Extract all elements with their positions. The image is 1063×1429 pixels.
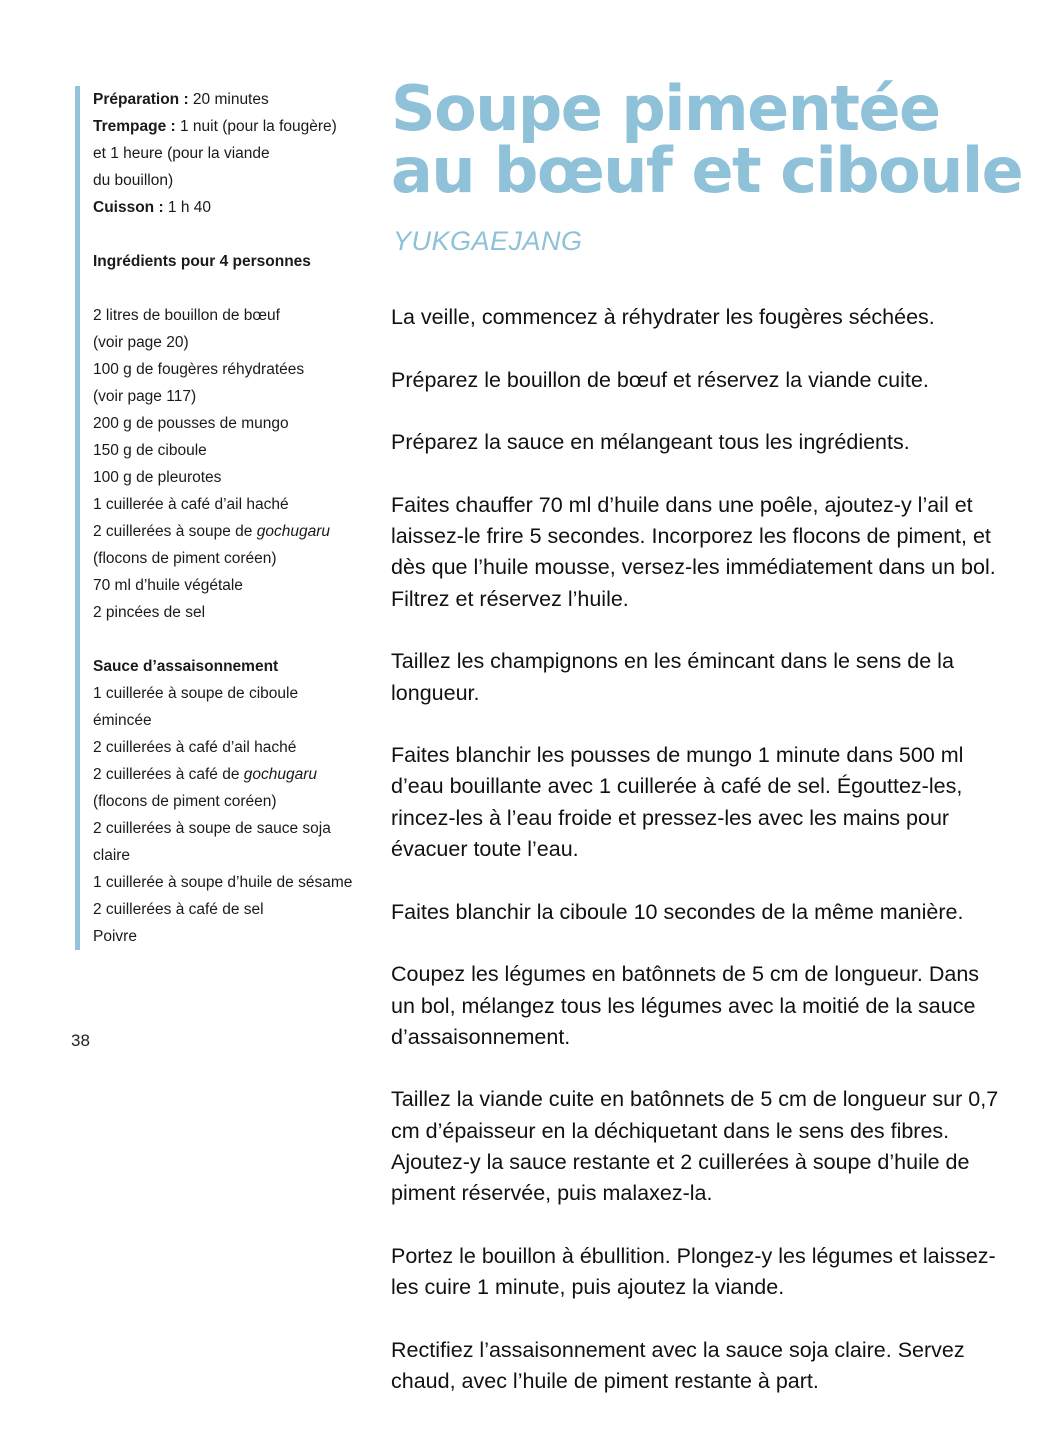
ingredient-item: 2 litres de bouillon de bœuf	[93, 307, 280, 324]
step-paragraph: Coupez les légumes en batônnets de 5 cm de longueur. Dans un bol, mélangez tous les légumes avec la moitié de la sauce d’assaisonnement.	[391, 962, 980, 1049]
sauce-item: 2 cuillerées à soupe de sauce soja	[93, 820, 331, 837]
step-paragraph: Faites chauffer 70 ml d’huile dans une poêle, ajoutez-y l’ail et laissez-le frire 5 secondes. Incorporez les flocons de piment, et dès que l’huile mousse, versez-les immédiatement dans un bol. Filtrez et réservez l’huile.	[391, 492, 996, 611]
sauce-list	[93, 680, 368, 950]
preparation-value: 20 minutes	[188, 91, 269, 108]
soaking-value: 1 nuit (pour la fougère)	[175, 118, 337, 135]
ingredient-item	[93, 518, 368, 545]
accent-bar	[75, 86, 80, 950]
sauce-item: 1 cuillerée à soupe d’huile de sésame	[93, 874, 353, 891]
sauce-item: (flocons de piment coréen)	[93, 793, 277, 810]
recipe-subtitle: YUKGAEJANG	[393, 226, 583, 256]
step-paragraph: Faites blanchir la ciboule 10 secondes de la même manière.	[391, 899, 964, 924]
soaking-time	[93, 113, 368, 140]
title-line-2: au bœuf et ciboule	[391, 134, 1023, 207]
sauce-item: 2 cuillerées à café de sel	[93, 901, 264, 918]
spacer	[93, 221, 368, 248]
step-paragraph: Préparez la sauce en mélangeant tous les ingrédients.	[391, 430, 910, 455]
ingredient-item: 100 g de fougères réhydratées	[93, 361, 305, 378]
ingredient-item: 200 g de pousses de mungo	[93, 415, 289, 432]
sauce-item: 2 cuillerées à café d’ail haché	[93, 739, 297, 756]
ingredient-item: 150 g de ciboule	[93, 442, 207, 459]
page-number: 38	[71, 1031, 90, 1050]
sauce-item: 1 cuillerée à soupe de ciboule	[93, 685, 299, 702]
preparation-label: Préparation :	[93, 91, 189, 108]
sauce-item: Poivre	[93, 928, 137, 945]
ingredient-item: (voir page 117)	[93, 388, 197, 405]
step-paragraph: Faites blanchir les pousses de mungo 1 minute dans 500 ml d’eau bouillante avec 1 cuillerée à café de sel. Égouttez-les, rincez-les à l’eau froide et pressez-les avec les mains pour évacuer toute l’eau.	[391, 743, 964, 862]
title-line-1: Soupe pimentée	[391, 72, 940, 145]
recipe-title	[391, 72, 1023, 207]
sauce-item: claire	[93, 847, 131, 864]
preparation-time	[93, 86, 368, 113]
ingredient-item: 2 pincées de sel	[93, 604, 206, 621]
ingredient-item: 100 g de pleurotes	[93, 469, 222, 486]
step-paragraph: Taillez la viande cuite en batônnets de 5 cm de longueur sur 0,7 cm d’épaisseur en la déchiquetant dans le sens des fibres. Ajoutez-y la sauce restante et 2 cuillerées à soupe d’huile de piment réservée, puis malaxez-la.	[391, 1087, 999, 1206]
soaking-time-line3: du bouillon)	[93, 172, 174, 189]
sauce-item	[93, 761, 368, 788]
sauce-italic-term: gochugaru	[243, 766, 318, 783]
step-paragraph: Préparez le bouillon de bœuf et réservez la viande cuite.	[391, 367, 929, 392]
ingredient-text: 2 cuillerées à soupe de	[93, 523, 257, 540]
ingredient-item: (flocons de piment coréen)	[93, 550, 277, 567]
sauce-item: émincée	[93, 712, 152, 729]
step-paragraph: Rectifiez l’assaisonnement avec la sauce soja claire. Servez chaud, avec l’huile de piment restante à part.	[391, 1337, 965, 1394]
ingredients-heading: Ingrédients pour 4 personnes	[93, 253, 311, 270]
step-paragraph: Taillez les champignons en les émincant dans le sens de la longueur.	[391, 649, 954, 705]
ingredient-item: (voir page 20)	[93, 334, 189, 351]
ingredient-italic-term: gochugaru	[256, 523, 330, 540]
step-paragraph: Portez le bouillon à ébullition. Plongez-y les légumes et laissez-les cuire 1 minute, puis ajoutez la viande.	[391, 1243, 996, 1300]
spacer	[93, 275, 368, 302]
cooking-value: 1 h 40	[163, 199, 212, 216]
ingredient-item: 70 ml d’huile végétale	[93, 577, 243, 594]
soaking-label: Trempage :	[93, 118, 176, 135]
soaking-time-line2: et 1 heure (pour la viande	[93, 145, 270, 162]
sauce-text: 2 cuillerées à café de	[93, 766, 244, 783]
ingredients-list	[93, 302, 368, 626]
spacer	[93, 626, 368, 653]
cooking-label: Cuisson :	[93, 199, 164, 216]
ingredient-item: 1 cuillerée à café d’ail haché	[93, 496, 289, 513]
recipe-steps	[391, 302, 1001, 1429]
cooking-time	[93, 194, 368, 221]
sauce-heading: Sauce d’assaisonnement	[93, 658, 279, 675]
step-paragraph: La veille, commencez à réhydrater les fougères séchées.	[391, 305, 935, 329]
sidebar-content	[93, 86, 368, 950]
